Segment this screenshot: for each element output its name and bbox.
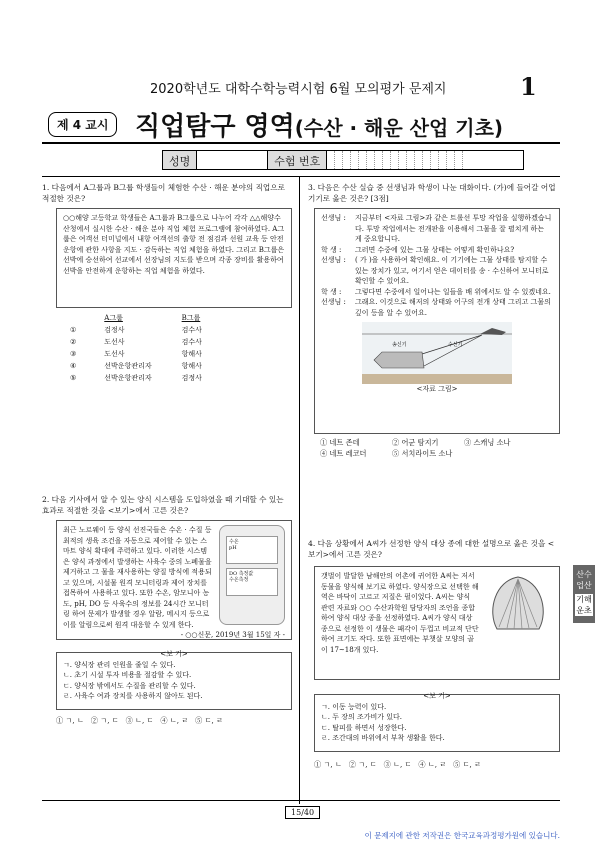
bogi-item: ㄷ. 양식장 밖에서도 수질을 관리할 수 있다. <box>63 681 196 690</box>
option-a: 검정사 <box>104 326 125 334</box>
option-a: 선박운항관리자 <box>104 362 152 370</box>
label-receiver: 수신기 <box>448 342 463 348</box>
q1-option[interactable] <box>64 372 208 384</box>
id-cell[interactable] <box>327 151 335 169</box>
bogi-item: ㄱ. 양식장 관리 인원을 줄일 수 있다. <box>63 660 176 669</box>
id-cell[interactable] <box>375 151 383 169</box>
bogi-item: ㄴ. 두 장의 조가비가 있다. <box>321 713 402 721</box>
q3-option[interactable]: ③ 스캐닝 소나 <box>464 438 511 447</box>
option-b: 검수사 <box>181 338 202 346</box>
option-b: 검수사 <box>181 326 202 334</box>
dialog-line <box>321 213 553 245</box>
period-badge: 제 4 교시 <box>48 112 117 137</box>
q3-stem: 3. 다음은 수산 실습 중 선생님과 학생이 나눈 대화이다. (가)에 들어갈 어업 기기로 옳은 것은? [3점] <box>308 183 556 203</box>
utterance: 그렇다면 수중에서 일어나는 일들을 배 위에서도 알 수 있겠네요. <box>355 287 551 296</box>
exam-title <box>135 106 503 143</box>
q1-col-a: A그룹 <box>104 314 123 322</box>
speaker: 학 생 : <box>321 287 342 296</box>
option-a: 선박운항관리자 <box>104 374 152 382</box>
utterance: ( 가 )을 사용하여 확인해요. 이 기기에는 그물 상태를 탐지할 수 있는 장치가 있고, 여기서 얻은 데이터를 송 · 수신하여 모니터로 확인할 수 있어요. <box>355 256 549 285</box>
page-number: 15/40 <box>285 806 320 819</box>
title-sub: (수산 · 해운 산업 기초) <box>294 116 504 140</box>
side-tab-label: 산수업산 <box>576 570 592 590</box>
bogi-item: ㄱ. 이동 능력이 있다. <box>321 702 387 711</box>
subject-side-tab[interactable] <box>573 565 595 623</box>
q2-stem: 2. 다음 기사에서 알 수 있는 양식 시스템을 도입하였을 때 기대할 수 있는 효과로 적절한 것을 <보기>에서 고른 것은? <box>42 495 284 515</box>
page-current: 15 <box>291 808 302 817</box>
q2-answer-options[interactable]: ① ㄱ, ㄴ ② ㄱ, ㄷ ③ ㄴ, ㄷ ④ ㄴ, ㄹ ⑤ ㄷ, ㄹ <box>56 716 224 725</box>
utterance: 그러면 수중에 있는 그물 상태는 어떻게 확인하나요? <box>355 245 515 254</box>
phone-label: pH <box>229 545 237 551</box>
q3-option[interactable]: ② 어군 탐지기 <box>392 438 439 447</box>
q1-header-row <box>64 312 208 324</box>
speaker: 선생님 : <box>321 256 346 264</box>
id-cell[interactable] <box>423 151 431 169</box>
q3-option[interactable]: ⑤ 서치라이트 소나 <box>392 448 453 458</box>
bogi-item: ㄹ. 사육수 여과 장치를 사용하지 않아도 된다. <box>63 692 203 700</box>
q4-stem: 4. 다음 상황에서 A씨가 선정한 양식 대상 종에 대한 설명으로 옳은 것을 <보기>에서 고른 것은? <box>308 539 555 559</box>
q2-source: - ○○신문, 2019년 3월 15일 자 - <box>180 631 285 639</box>
bogi-item: ㄹ. 조간대의 바위에서 부착 생활을 한다. <box>321 734 445 742</box>
q1-option[interactable] <box>64 324 208 336</box>
id-cell[interactable] <box>335 151 343 169</box>
bottom-rule <box>42 800 560 801</box>
phone-panel-1 <box>226 536 278 564</box>
id-cell[interactable] <box>447 151 455 169</box>
q3-options <box>320 438 560 459</box>
title-rule <box>42 142 560 144</box>
q3-option[interactable]: ① 네트 존데 <box>320 438 360 447</box>
q3-figure-caption: <자료 그림> <box>416 385 458 393</box>
q1-options-table <box>64 312 208 384</box>
id-label: 수험 번호 <box>268 151 327 169</box>
id-cell[interactable] <box>399 151 407 169</box>
id-cell[interactable] <box>415 151 423 169</box>
q4-passage-text: 갯벌이 발달한 남해안의 어촌에 귀어한 A씨는 저서동물을 양식해 보기로 하였다. 양식장으로 선택한 해역은 바닥이 고르고 저질은 펄이었다. A씨는 양식 관련 자료와 ○○ 수산과학원 담당자의 조언을 종합하여 양식 대상 종을 선정하였다. A씨가 양식 대상 종으로 선정한 이 생물은 패각이 두껍고 비교적 단단하여 크기도 작다. 또한 표면에는 부챗살 모양의 골이 17~18개 있다. <box>321 572 479 654</box>
option-a: 도선사 <box>104 350 125 358</box>
name-label: 성명 <box>163 151 197 169</box>
q1-stem: 1. 다음에서 A그룹과 B그룹 학생들이 체험한 수산 · 해운 분야의 직업으로 적절한 것은? <box>42 183 285 203</box>
option-number: ⑤ <box>70 374 77 382</box>
bogi-item: ㄴ. 초기 시설 투자 비용을 절감할 수 있다. <box>63 671 192 679</box>
bogi-title: <보 기> <box>160 650 188 658</box>
option-b: 항해사 <box>181 362 202 370</box>
phone-label: 수온 <box>229 539 239 545</box>
seabed <box>362 374 512 384</box>
id-cell[interactable] <box>431 151 439 169</box>
smartphone-illustration <box>219 525 285 625</box>
label-transmitter: 송신기 <box>392 342 407 348</box>
dialog-line <box>321 297 553 318</box>
q1-col-b: B그룹 <box>181 314 201 322</box>
utterance: 그래요. 이것으로 해저의 상태와 어구의 전개 상태 그리고 그물의 깊이 등을 알 수 있어요. <box>355 298 551 317</box>
dialog-line <box>321 245 553 256</box>
bogi-item: ㄷ. 탈피를 하면서 성장한다. <box>321 723 407 732</box>
q1-option[interactable] <box>64 360 208 372</box>
title-main: 직업탐구 영역 <box>135 112 295 142</box>
name-field[interactable] <box>197 151 268 169</box>
dialog-line <box>321 255 553 287</box>
q2-article-text: 최근 노르웨이 등 양식 선진국들은 수온 · 수질 등 최적의 생육 조건을 자동으로 제어할 수 있는 스마트 양식 확대에 주력하고 있다. 이러한 시스템은 양식 과정에서 발생하는 사육수 중의 노폐물을 제거하고 그 물을 재사용하는 양질 방식에 적용되고 있으며, 시설물 원격 모니터링과 제어 장치를 접목하여 사용하고 있다. 또한 수온, 암모니아 농도, pH, DO 등 사육수의 정보를 24시간 모니터링 하여 문제가 발생할 경우 알람, 메시지 등으로 이를 알림으로써 원격 대응할 수 있게 한다. <box>63 526 212 629</box>
q4-answer-options[interactable]: ① ㄱ, ㄴ ② ㄱ, ㄷ ③ ㄴ, ㄷ ④ ㄴ, ㄹ ⑤ ㄷ, ㄹ <box>314 760 482 769</box>
id-cell[interactable] <box>343 151 351 169</box>
id-cell[interactable] <box>439 151 447 169</box>
phone-label: DO 측정값 <box>229 571 254 577</box>
id-cell[interactable] <box>407 151 415 169</box>
q3-dialog-box <box>314 208 560 434</box>
option-a: 도선사 <box>104 338 125 346</box>
option-number: ① <box>70 326 77 334</box>
id-cell[interactable] <box>351 151 359 169</box>
option-number: ③ <box>70 350 77 358</box>
id-cell[interactable] <box>383 151 391 169</box>
q2-article <box>56 520 292 640</box>
phone-label: 수온측정 <box>229 577 249 583</box>
q4-bogi-box <box>314 694 560 752</box>
id-cell[interactable] <box>391 151 399 169</box>
option-b: 항해사 <box>181 350 202 358</box>
page-total: 40 <box>303 808 315 817</box>
id-cell[interactable] <box>367 151 375 169</box>
q1-option[interactable] <box>64 348 208 360</box>
copyright-notice: 이 문제지에 관한 저작권은 한국교육과정평가원에 있습니다. <box>364 831 560 840</box>
dialog-line <box>321 287 553 298</box>
speaker: 선생님 : <box>321 298 346 306</box>
option-b: 검정사 <box>181 374 202 382</box>
name-id-box <box>162 150 524 170</box>
id-cell[interactable] <box>359 151 367 169</box>
trawl-net-icon <box>374 352 424 368</box>
phone-panel-2 <box>226 568 278 596</box>
column-top-rule <box>42 176 560 177</box>
q1-option[interactable] <box>64 336 208 348</box>
side-tab-active: 기해운초 <box>576 595 592 615</box>
speaker: 선생님 : <box>321 214 346 222</box>
exam-header: 2020학년도 대학수학능력시험 6월 모의평가 문제지 <box>150 82 447 97</box>
option-number: ④ <box>70 362 77 370</box>
q4-passage <box>314 566 560 680</box>
page-mark: 1 <box>520 72 537 101</box>
q3-option[interactable]: ④ 네트 레코더 <box>320 448 367 458</box>
utterance: 지금부터 <자료 그림>과 같은 트롤선 투망 작업을 실행하겠습니다. 투망 작업에서는 전개판을 이용해서 그물을 잘 펼치게 하는 게 중요합니다. <box>355 214 552 243</box>
clam-shell-illustration <box>483 571 553 637</box>
id-cell[interactable] <box>455 151 463 169</box>
shell-outline <box>493 577 543 629</box>
q1-passage: ○○해양 고등학교 학생들은 A그룹과 B그룹으로 나누어 각각 △△해양수산청에서 실시한 수산 · 해운 분야 직업 체험 프로그램에 참여하였다. A그룹은 여객선 터미널에서 내항 여객선의 출항 전 점검과 선원 교육 등 안전 운항에 관한 사항을 지도 · 감독하는 직업 체험을 하였다. 그리고 B그룹은 선박에 승선하여 선교에서 선장님의 지도를 받으며 각종 장비를 활용하여 선박을 안전하게 운항하는 직업 체험을 하였다. <box>56 208 292 308</box>
q2-bogi-box <box>56 652 292 710</box>
option-number: ② <box>70 338 77 346</box>
bogi-title: <보 기> <box>423 692 451 700</box>
speaker: 학 생 : <box>321 245 342 254</box>
trawl-figure <box>362 322 512 384</box>
column-divider <box>299 176 300 804</box>
